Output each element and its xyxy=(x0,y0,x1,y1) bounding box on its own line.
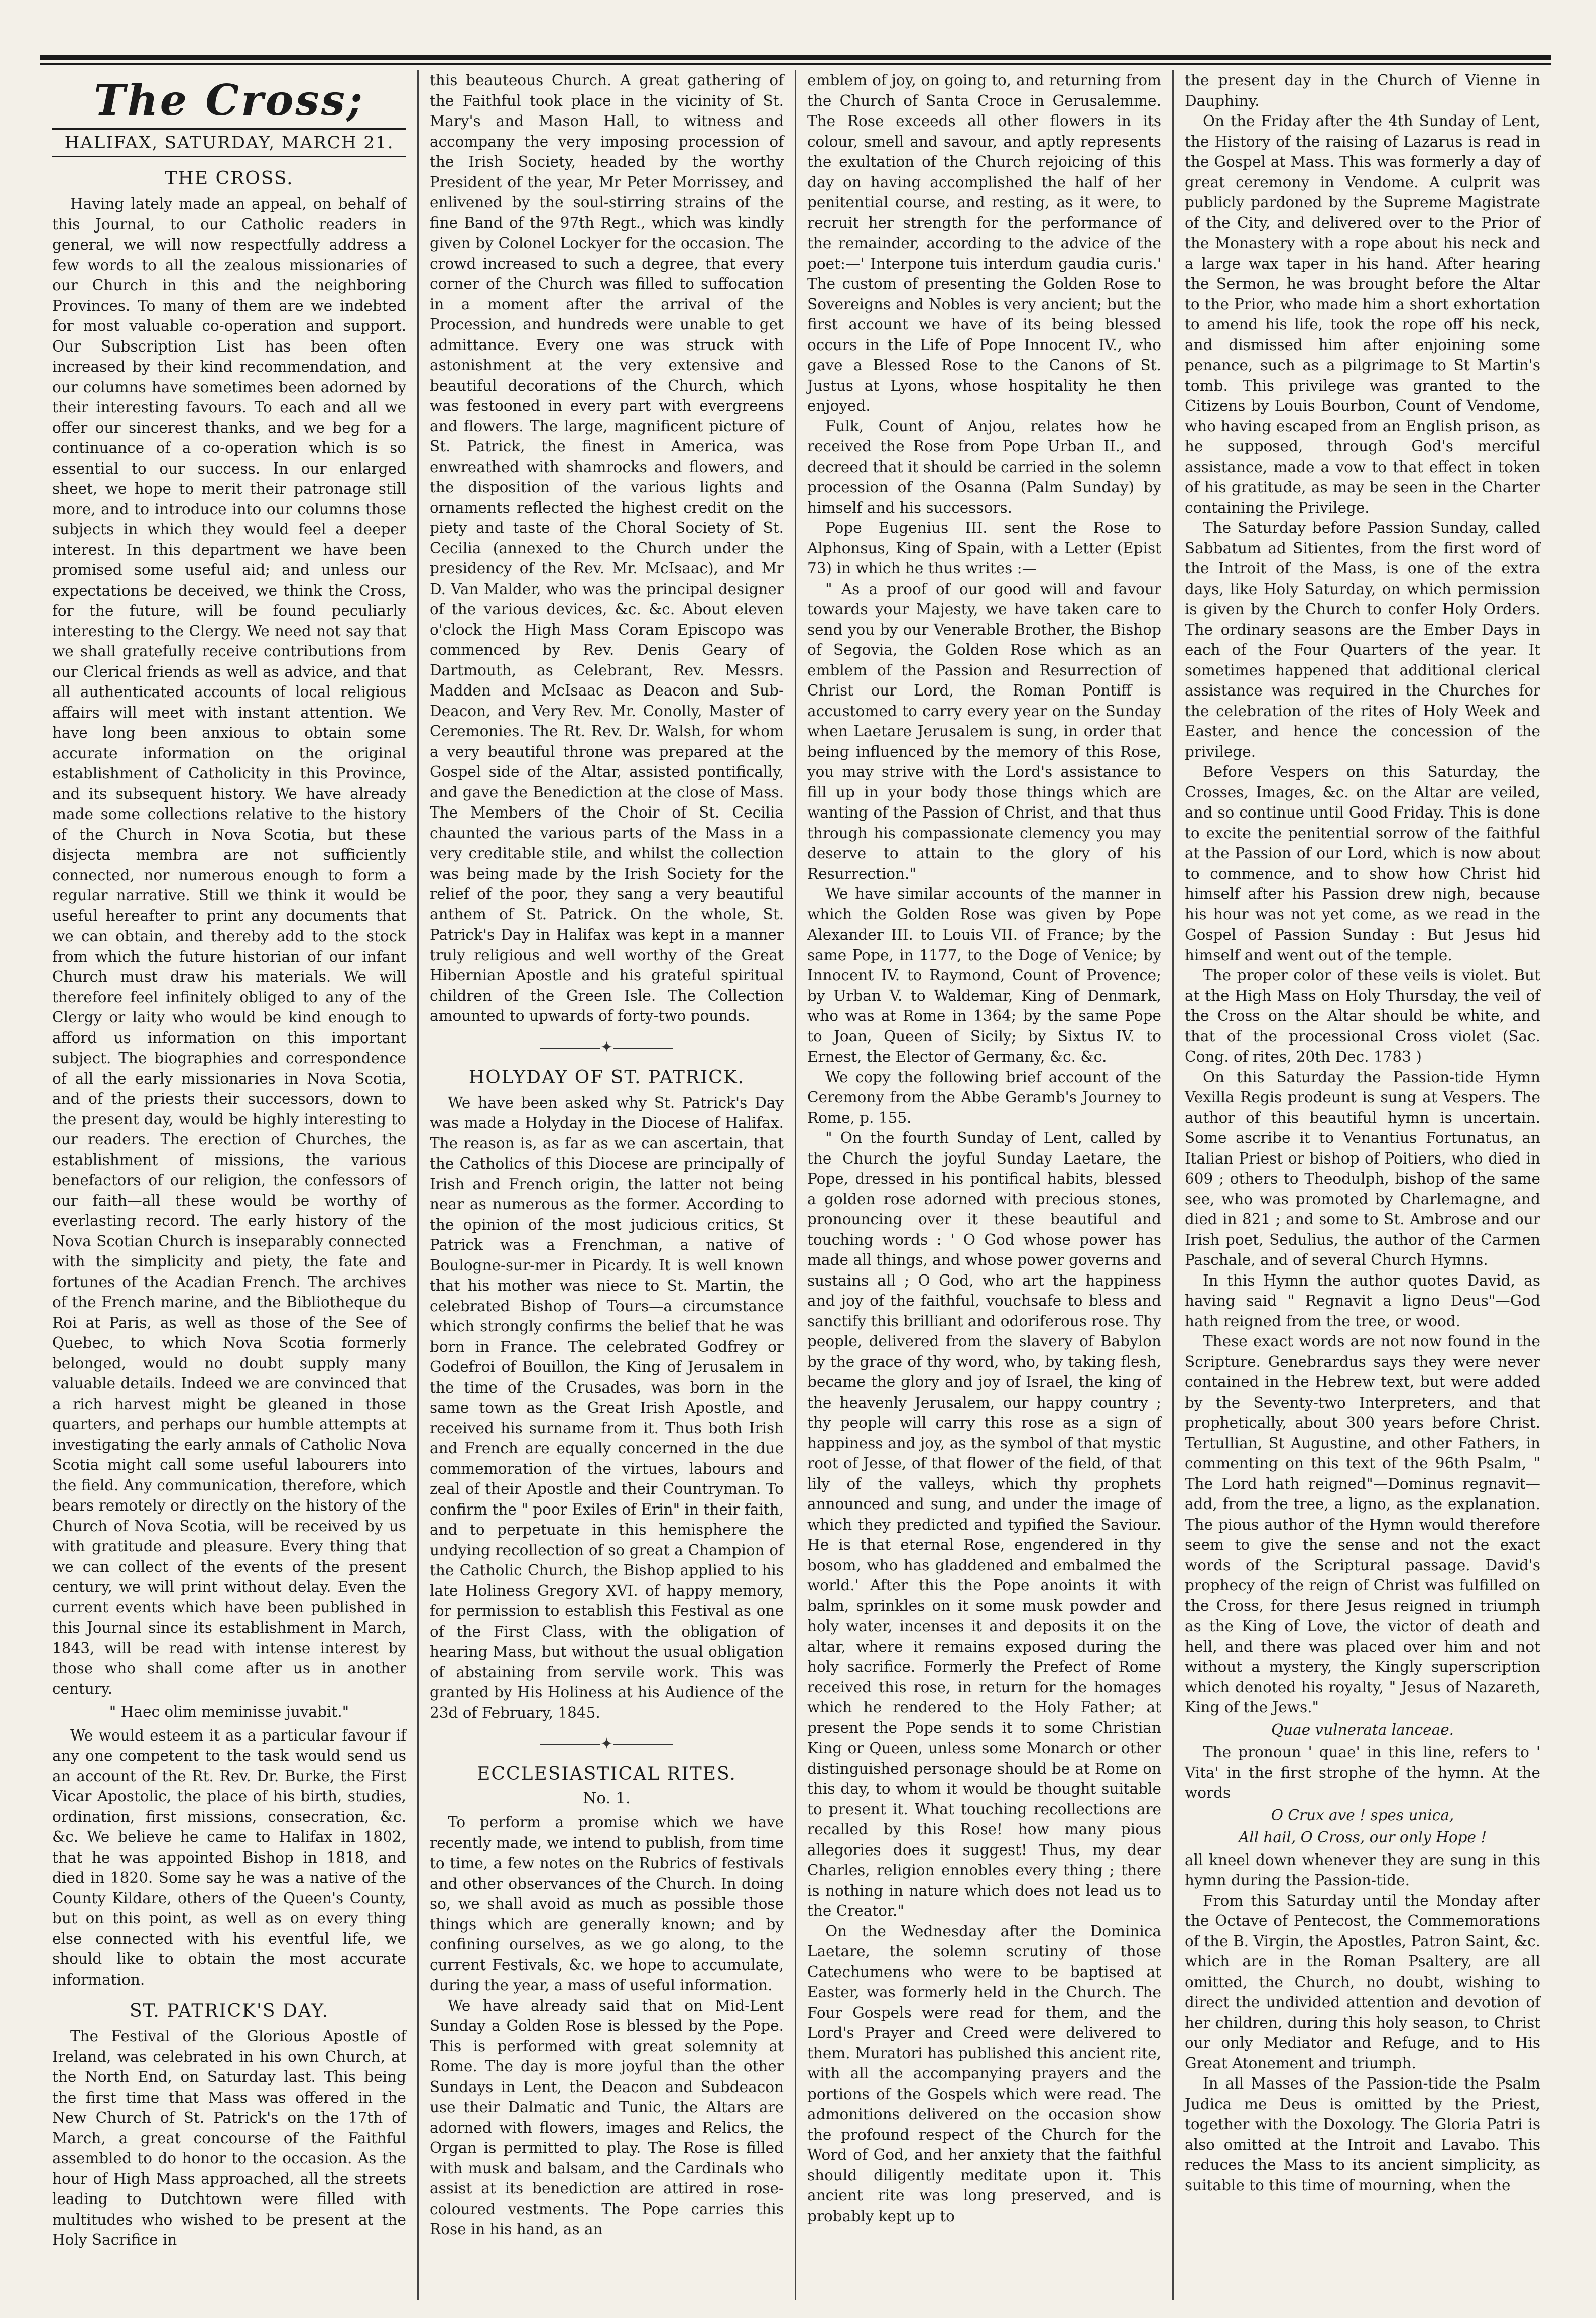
column-1 xyxy=(41,70,419,2300)
article-paragraph: We copy the following brief account of the Ceremony from the Abbe Geramb's Journey to Rome, p. 155. xyxy=(807,1068,1161,1126)
article-paragraph: To perform a promise which we have recently made, we intend to publish, from time to time, a few notes on the Rubrics of festivals and other observances of the Church. In doing so, we shall avoid as much as possible those things which are generally known; and by confining ourselves, as we go along, to the current Festivals, &c. we hope to accumulate, during the year, a mass of useful information. xyxy=(430,1814,784,1994)
hymn-verse-translation: All hail, O Cross, our only Hope ! xyxy=(1238,1829,1487,1846)
subheading-number: No. 1. xyxy=(583,1789,631,1807)
article-paragraph: the present day in the Church of Vienne in Dauphiny. xyxy=(1185,72,1540,109)
heading-holyday: HOLYDAY OF ST. PATRICK. xyxy=(468,1067,745,1088)
column-3 xyxy=(796,70,1174,2300)
article-paragraph: this beauteous Church. A great gathering of the Faithful took place in the vicinity of St. Mary's and Mason Hall, to witness and accompany the very imposing procession of the Irish Society, headed by the worthy President of the year, Mr Peter Morrissey, and enlivened by the soul-stirring strains of the fine Band of the 97th Regt., which was kindly given by Colonel Lockyer for the occasion. The crowd increased to such a degree, that every corner of the Church was filled to suffocation in a moment after the arrival of the Procession, and hundreds were unable to get admittance. Every one was struck with astonishment at the very extensive and beautiful decorations of the Church, which was festooned in every part with evergreens and flowers. The large, magnificent picture of St. Patrick, the finest in America, was enwreathed with shamrocks and flowers, and the disposition of the various lights and ornaments reflected the highest credit on the piety and taste of the Choral Society of St. Cecilia (annexed to the Church under the presidency of the Rev. Mr. McIsaac), and Mr D. Van Malder, who was the principal designer of the various devices, &c. &c. About eleven o'clock the High Mass Coram Episcopo was commenced by Rev. Denis Geary of Dartmouth, as Celebrant, Rev. Messrs. Madden and McIsaac as Deacon and Sub-Deacon, and Very Rev. Mr. Conolly, Master of Ceremonies. The Rt. Rev. Dr. Walsh, for whom a very beautiful throne was prepared at the Gospel side of the Altar, assisted pontifically, and gave the Benediction at the close of Mass. The Members of the Choir of St. Cecilia chaunted the various parts of the Mass in a very creditable stile, and whilst the collection was being made by the Irish Society for the relief of the poor, they sang a very beautiful anthem of St. Patrick. On the whole, St. Patrick's Day in Halifax was kept in a manner truly religious and well worthy of the Great Hibernian Apostle and his grateful spiritual children of the Green Isle. The Collection amounted to upwards of forty-two pounds. xyxy=(430,72,784,1024)
article-paragraph: On this Saturday the Passion-tide Hymn Vexilla Regis prodeunt is sung at Vespers. The author of this beautiful hymn is uncertain. Some ascribe it to Venantius Fortunatus, an Italian Priest or bishop of Poitiers, who died in 609 ; others to Theodulph, bishop of the same see, who was promoted by Charlemagne, and died in 821 ; and some to St. Ambrose and our Irish poet, Sedulius, the author of the Carmen Paschale, and of several Church Hymns. xyxy=(1185,1068,1540,1268)
article-paragraph: On the Wednesday after the Dominica Laetare, the solemn scrutiny of those Catechumens who were to be baptised at Easter, was formerly held in the Church. The Four Gospels were read for them, and the Lord's Prayer and Creed were delivered to them. Muratori has published this ancient rite, with all the accompanying prayers and the portions of the Gospels which were read. The admonitions delivered on the occasion show the profound respect of the Church for the Word of God, and her anxiety that the faithful should diligently meditate upon it. This ancient rite was long preserved, and is probably kept up to xyxy=(807,1922,1161,2225)
article-paragraph: Fulk, Count of Anjou, relates how he received the Rose from Pope Urban II., and decreed that it should be carried in the solemn procession of the Osanna (Palm Sunday) by himself and his successors. xyxy=(807,417,1161,516)
column-2 xyxy=(419,70,796,2300)
article-paragraph: The pronoun ' quae' in this line, refers to ' Vita' in the first strophe of the hymn. At the words xyxy=(1185,1744,1540,1801)
article-paragraph: Before Vespers on this Saturday, the Crosses, Images, &c. on the Altar are veiled, and so continue until Good Friday. This is done to excite the penitential sorrow of the faithful at the Passion of our Lord, which is now about to commence, and to show how Christ hid himself after his Passion drew nigh, because his hour was not yet come, as we read in the Gospel of Passion Sunday : But Jesus hid himself and went out of the temple. xyxy=(1185,763,1540,964)
article-paragraph: The Saturday before Passion Sunday, called Sabbatum ad Sitientes, from the first word of the Introit of the Mass, is one of the extra days, like Holy Saturday, on which permission is given by the Church to confer Holy Orders. The ordinary seasons are the Ember Days in each of the Four Quarters of the year. It sometimes happened that additional clerical assistance was required in the Churches for the celebration of the rites of Holy Week and Easter, and hence the concession of the privilege. xyxy=(1185,519,1540,760)
article-paragraph: Having lately made an appeal, on behalf of this Journal, to our Catholic readers in general, we will now respectfully address a few words to all the zealous missionaries of our Church in this and the neighboring Provinces. To many of them are we indebted for most valuable co-operation and support. Our Subscription List has been often increased by their kind recommendation, and our columns have sometimes been adorned by their interesting favours. To each and all we offer our sincerest thanks, and we beg for a continuance of a co-operation which is so essential to our success. In our enlarged sheet, we hope to merit their patronage still more, and to introduce into our columns those subjects in which they would feel a deeper interest. In this department we have been promised some useful aid; and unless our expectations be deceived, we think the Cross, for the future, will be found peculiarly interesting to the Clergy. We need not say that we shall gratefully receive contributions from our Clerical friends as well as advice, and that all authenticated accounts of local religious affairs will meet with instant attention. We have long been anxious to obtain some accurate information on the original establishment of Catholicity in this Province, and its subsequent history. We have already made some collections relative to the history of the Church in Nova Scotia, but these disjecta membra are not sufficiently connected, nor numerous enough to form a regular narrative. Still we think it would be useful hereafter to print any documents that we can obtain, and thereby add to the stock from which the future historian of our infant Church must draw his materials. We will therefore feel infinitely obliged to any of the Clergy or laity who would be kind enough to afford us information on this important subject. The biographies and correspondence of all the early missionaries in Nova Scotia, and of the priests their successors, down to the present day, would be highly interesting to our readers. The erection of Churches, the establishment of missions, the various benefactors of our religion, the confessors of our faith—all these would be worthy of everlasting record. The early history of the Nova Scotian Church is inseparably connected with the simplicity and piety, the fate and fortunes of the Acadian French. The archives of the French marine, and the Bibliotheque du Roi at Paris, as well as those of the See of Quebec, to which Nova Scotia formerly belonged, would no doubt supply many valuable details. Indeed we are convinced that a rich harvest might be gleaned in those quarters, and perhaps our humble attempts at investigating the early annals of Catholic Nova Scotia might call some useful labourers into the field. Any communication, therefore, which bears remotely or directly on the history of the Church of Nova Scotia, will be received by us with gratitude and pleasure. Every thing that we can collect of the events of the present century, we will print without delay. Even the current events which have been published in this Journal since its establishment in March, 1843, will be read with intense interest by those who shall come after us in another century. xyxy=(52,195,406,1697)
column-4 xyxy=(1174,70,1551,2300)
article-paragraph: From this Saturday until the Monday after the Octave of Pentecost, the Commemorations of the B. Virgin, the Apostles, Patron Saint, &c. which are in the Roman Psaltery, are all omitted, the Church, no doubt, wishing to direct the undivided attention and devotion of her children, during this holy season, to Christ our only Mediator and Refuge, and to His Great Atonement and triumph. xyxy=(1185,1892,1540,2072)
top-rule xyxy=(40,55,1551,60)
columns xyxy=(41,70,1551,2300)
heading-ecclesiastical-rites: ECCLESIASTICAL RITES. xyxy=(477,1764,736,1784)
article-paragraph: The Festival of the Glorious Apostle of Ireland, was celebrated in his own Church, at the North End, on Saturday last. This being the first time that Mass was offered in the New Church of St. Patrick's on the 17th of March, a great concourse of the Faithful assembled to do honor to the occasion. As the hour of High Mass approached, all the streets leading to Dutchtown were filled with multitudes who wished to be present at the Holy Sacrifice in xyxy=(52,2028,406,2248)
article-paragraph: In all Masses of the Passion-tide the Psalm Judica me Deus is omitted by the Priest, together with the Doxology. The Gloria Patri is also omitted at the Introit and Lavabo. This reduces the Mass to its ancient simplicity, as suitable to this time of mourning, when the xyxy=(1185,2075,1540,2194)
article-paragraph: We have similar accounts of the manner in which the Golden Rose was given by Pope Alexander III. to Louis VII. of France; by the same Pope, in 1177, to the Doge of Venice; by Innocent IV. to Raymond, Count of Provence; by Urban V. to Waldemar, King of Denmark, who was at Rome in 1364; by the same Pope to Joan, Queen of Sicily; by Sixtus IV. to Ernest, the Elector of Germany, &c. &c. xyxy=(807,885,1161,1065)
dateline: HALIFAX, SATURDAY, MARCH 21. xyxy=(52,128,406,157)
hymn-verse: O Crux ave ! spes unica, xyxy=(1271,1806,1454,1824)
article-paragraph: emblem of joy, on going to, and returning from the Church of Santa Croce in Gerusalemme. The Rose exceeds all other flowers in its colour, smell and savour, and aptly represents the exultation of the Church rejoicing of this day on having accomplished the half of her penitential course, and resting, as it were, to recruit her strength for the performance of the remainder, according to the advice of the poet:—' Interpone tuis interdum gaudia curis.' The custom of presenting the Golden Rose to Sovereigns and Nobles is very ancient; but the first account we have of its being blessed occurs in the Life of Pope Innocent IV., who gave a Blessed Rose to the Canons of St. Justus at Lyons, whose hospitality he then enjoyed. xyxy=(807,72,1161,414)
article-paragraph: " As a proof of our good will and favour towards your Majesty, we have taken care to send you by our Venerable Brother, the Bishop of Segovia, the Golden Rose which as an emblem of the Passion and Resurrection of Christ our Lord, the Roman Pontiff is accustomed to carry every year on the Sunday when Laetare Jerusalem is sung, in order that being influenced by the memory of this Rose, you may strive with the Lord's assistance to fill up in your body those things which are wanting of the Passion of Christ, and that thus through his compassionate clemency you may deserve to attain to the glory of his Resurrection." xyxy=(807,580,1161,882)
article-paragraph: We have already said that on Mid-Lent Sunday a Golden Rose is blessed by the Pope. This is performed with great solemnity at Rome. The day is more joyful than the other Sundays in Lent, the Deacon and Subdeacon use their Dalmatic and Tunic, the Altars are adorned with flowers, images and Relics, the Organ is permitted to play. The Rose is filled with musk and balsam, and the Cardinals who assist at its benediction are attired in rose-coloured vestments. The Pope carries this Rose in his hand, as an xyxy=(430,1997,784,2238)
article-paragraph: The proper color of these veils is violet. But at the High Mass on Holy Thursday, the veil of the Cross on the Altar should be white, and that of the processional Cross violet (Sac. Cong. of rites, 20th Dec. 1783 ) xyxy=(1185,967,1540,1065)
ornament-divider: ――――✦―――― xyxy=(540,1735,674,1753)
article-paragraph: all kneel down whenever they are sung in this hymn during the Passion-tide. xyxy=(1185,1851,1540,1889)
article-paragraph: In this Hymn the author quotes David, as having said " Regnavit a ligno Deus"—God hath reigned from the tree, or wood. xyxy=(1185,1271,1540,1330)
article-paragraph: We would esteem it as a particular favour if any one competent to the task would send us an account of the Rt. Rev. Dr. Burke, the First Vicar Apostolic, the place of his birth, studies, ordination, first missions, consecration, &c. &c. We believe he came to Halifax in 1802, that he was appointed Bishop in 1818, and died in 1820. Some say he was a native of the County Kildare, others of the Queen's County, but on this point, as well as on every thing else connected with his eventful life, we should like to obtain the most accurate information. xyxy=(52,1726,406,1988)
heading-st-patricks-day: ST. PATRICK'S DAY. xyxy=(130,2001,329,2021)
ornament-divider: ――――✦―――― xyxy=(540,1038,674,1056)
article-paragraph: " On the fourth Sunday of Lent, called by the Church the joyful Sunday Laetare, the Pope, dressed in his pontifical habits, blessed a golden rose adorned with precious stones, pronouncing over it these beautiful and touching words : ' O God whose power has made all things, and whose power governs and sustains all ; O God, who art the happiness and joy of the faithful, vouchsafe to bless and sanctify this brilliant and odoriferous rose. Thy people, delivered from the slavery of Babylon by the grace of thy word, who, by taking flesh, became the glory and joy of Israel, the king of the heavenly Jerusalem, our happy country ; thy people will carry this rose as a sign of happiness and joy, as the symbol of that mystic root of Jesse, of that flower of the field, of that lily of the valleys, which thy prophets announced and sung, and under the image of which they predicted and typified the Saviour. He is that eternal Rose, engendered in thy bosom, who has gladdened and embalmed the world.' After this the Pope anoints it with balm, sprinkles on it some musk powder and holy water, incenses it and deposits it on the altar, where it remains exposed during the holy sacrifice. Formerly the Prefect of Rome received this rose, in return for the homages which he rendered to the Holy Father; at present the Pope sends it to some Christian King or Queen, unless some Monarch or other distinguished personage should be at Rome on this day, to whom it would be thought suitable to present it. What touching recollections are recalled by this Rose! how many pious allegories does it suggest! Thus, my dear Charles, religion ennobles every thing ; there is nothing in nature which does not lead us to the Creator." xyxy=(807,1129,1161,1919)
heading-the-cross: THE CROSS. xyxy=(165,168,294,189)
masthead-title: The Cross; xyxy=(94,75,364,125)
article-paragraph: These exact words are not now found in the Scripture. Genebrardus says they were never contained in the Hebrew text, but were added by the Seventy-two Interpreters, and that prophetically, about 300 years before Christ. Tertullian, St Augustine, and other Fathers, in commenting on this text of the 96th Psalm, " The Lord hath reigned"—Dominus regnavit—add, from the tree, a ligno, as the explanation. The pious author of the Hymn would therefore seem to give the sense and not the exact words of the Scriptural passage. David's prophecy of the reign of Christ was fulfilled on the Cross, for there Jesus reigned in triumph as the King of Love, the victor of death and hell, and there was placed over him and not without a mystery, the Kingly superscription which denoted his royalty, " Jesus of Nazareth, King of the Jews." xyxy=(1185,1333,1540,1716)
article-paragraph: Pope Eugenius III. sent the Rose to Alphonsus, King of Spain, with a Letter (Epist 73) in which he thus writes :— xyxy=(807,519,1161,577)
article-paragraph: On the Friday after the 4th Sunday of Lent, the History of the raising of Lazarus is read in the Gospel at Mass. This was formerly a day of great ceremony in Vendome. A culprit was publicly pardoned by the Supreme Magistrate of the City, and delivered over to the Prior of the Monastery with a rope about his neck and a large wax taper in his hand. After hearing the Sermon, he was brought before the Altar to the Prior, who made him a short exhortation to amend his life, took the rope off his neck, and dismissed him after enjoining some penance, such as a pilgrimage to St Martin's tomb. This privilege was granted to the Citizens by Louis Bourbon, Count of Vendome, who having escaped from an English prison, as he supposed, through God's merciful assistance, made a vow to that effect in token of his gratitude, as may be seen in the Charter containing the Privilege. xyxy=(1185,112,1540,516)
latin-quote: " Haec olim meminisse juvabit." xyxy=(109,1703,349,1720)
hymn-verse: Quae vulnerata lanceae. xyxy=(1271,1721,1454,1738)
article-paragraph: We have been asked why St. Patrick's Day was made a Holyday in the Diocese of Halifax. The reason is, as far as we can ascertain, that the Catholics of this Diocese are principally of Irish and French origin, the latter not being near as numerous as the former. According to the opinion of the most judicious critics, St Patrick was a Frenchman, a native of Boulogne-sur-mer in Picardy. It is well known that his mother was niece to St. Martin, the celebrated Bishop of Tours—a circumstance which strongly confirms the belief that he was born in France. The celebrated Godfrey or Godefroi of Bouillon, the King of Jerusalem in the time of the Crusades, was born in the same town as the Great Irish Apostle, and received his surname from it. Thus both Irish and French are equally concerned in the due commemoration of the virtues, labours and zeal of their Apostle and their Countryman. To confirm the " poor Exiles of Erin" in their faith, and to perpetuate in this hemisphere the undying recollection of so great a Champion of the Catholic Church, the Bishop applied to his late Holiness Gregory XVI. of happy memory, for permission to establish this Festival as one of the First Class, with the obligation of hearing Mass, but without the usual obligation of abstaining from servile work. This was granted by His Holiness at his Audience of the 23d of February, 1845. xyxy=(430,1094,784,1721)
top-rule-thin xyxy=(40,63,1551,65)
